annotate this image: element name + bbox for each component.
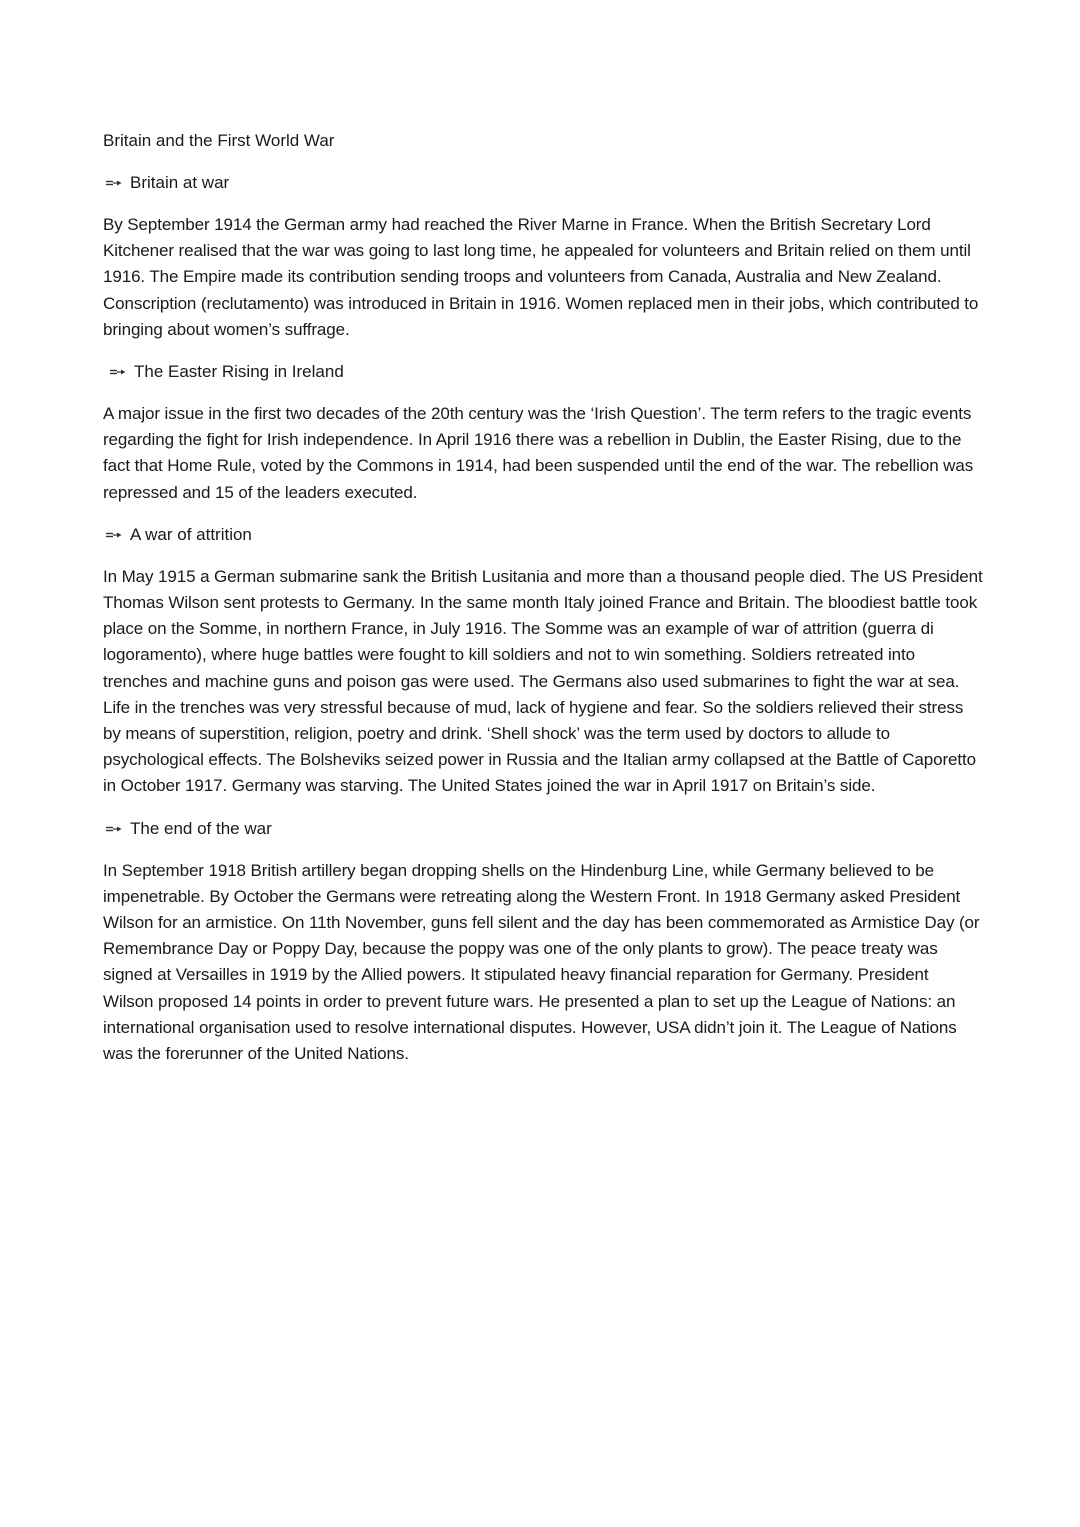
arrow-right-icon [105, 178, 123, 188]
section-paragraph: By September 1914 the German army had reached the River Marne in France. When the British Secretary Lord Kitchener realised that the war was going to last long time, he appealed for volunteers and Britain relied on them until 1916. The Empire made its contribution sending troops and volunteers from Canada, Australia and New Zealand. Conscription (reclutamento) was introduced in Britain in 1916. Women replaced men in their jobs, which contributed to bringing about women’s suffrage. [103, 215, 979, 339]
arrow-right-icon [109, 367, 127, 377]
section-heading-easter-rising [107, 359, 983, 385]
section-heading-end-of-war [103, 816, 983, 842]
section-heading-label: Britain at war [130, 173, 230, 192]
section-heading-label: The Easter Rising in Ireland [134, 362, 344, 382]
section-paragraph: In September 1918 British artillery began dropping shells on the Hindenburg Line, while Germany believed to be impenetrable. By October the Germans were retreating along the Western Front. In 1918 Germany asked President Wilson for an armistice. On 11th November, guns fell silent and the day has been commemorated as Armistice Day (or Remembrance Day or Poppy Day, because the poppy was one of the only plants to grow). The peace treaty was signed at Versailles in 1919 by the Allied powers. It stipulated heavy financial reparation for Germany. President Wilson proposed 14 points in order to prevent future wars. He presented a plan to set up the League of Nations: an international organisation used to resolve international disputes. However, USA didn’t join it. The League of Nations was the forerunner of the United Nations. [103, 860, 980, 1064]
document-page [103, 128, 983, 1083]
section-heading-label: A war of attrition [130, 524, 252, 544]
section-heading-britain-at-war [103, 170, 983, 196]
section-heading-label: The end of the war [130, 818, 272, 838]
document-title: Britain and the First World War [103, 131, 335, 150]
arrow-right-icon [105, 824, 123, 834]
section-paragraph: In May 1915 a German submarine sank the British Lusitania and more than a thousand people died. The US President Thomas Wilson sent protests to Germany. In the same month Italy joined France and Britain. The bloodiest battle took place on the Somme, in northern France, in July 1916. The Somme was an example of war of attrition (guerra di logoramento), where huge battles were fought to kill soldiers and not to win something. Soldiers retreated into trenches and machine guns and poison gas were used. The Germans also used submarines to fight the war at sea. Life in the trenches was very stressful because of mud, lack of hygiene and fear. So the soldiers relieved their stress by means of superstition, religion, poetry and drink. ‘Shell shock’ was the term used by doctors to allude to psychological effects. The Bolsheviks seized power in Russia and the Italian army collapsed at the Battle of Caporetto in October 1917. Germany was starving. The United States joined the war in April 1917 on Britain’s side. [103, 566, 983, 796]
arrow-right-icon [105, 530, 123, 540]
section-paragraph: A major issue in the first two decades of the 20th century was the ‘Irish Question’. The term refers to the tragic events regarding the fight for Irish independence. In April 1916 there was a rebellion in Dublin, the Easter Rising, due to the fact that Home Rule, voted by the Commons in 1914, had been suspended until the end of the war. The rebellion was repressed and 15 of the leaders executed. [103, 404, 974, 502]
section-heading-war-of-attrition [103, 522, 983, 548]
